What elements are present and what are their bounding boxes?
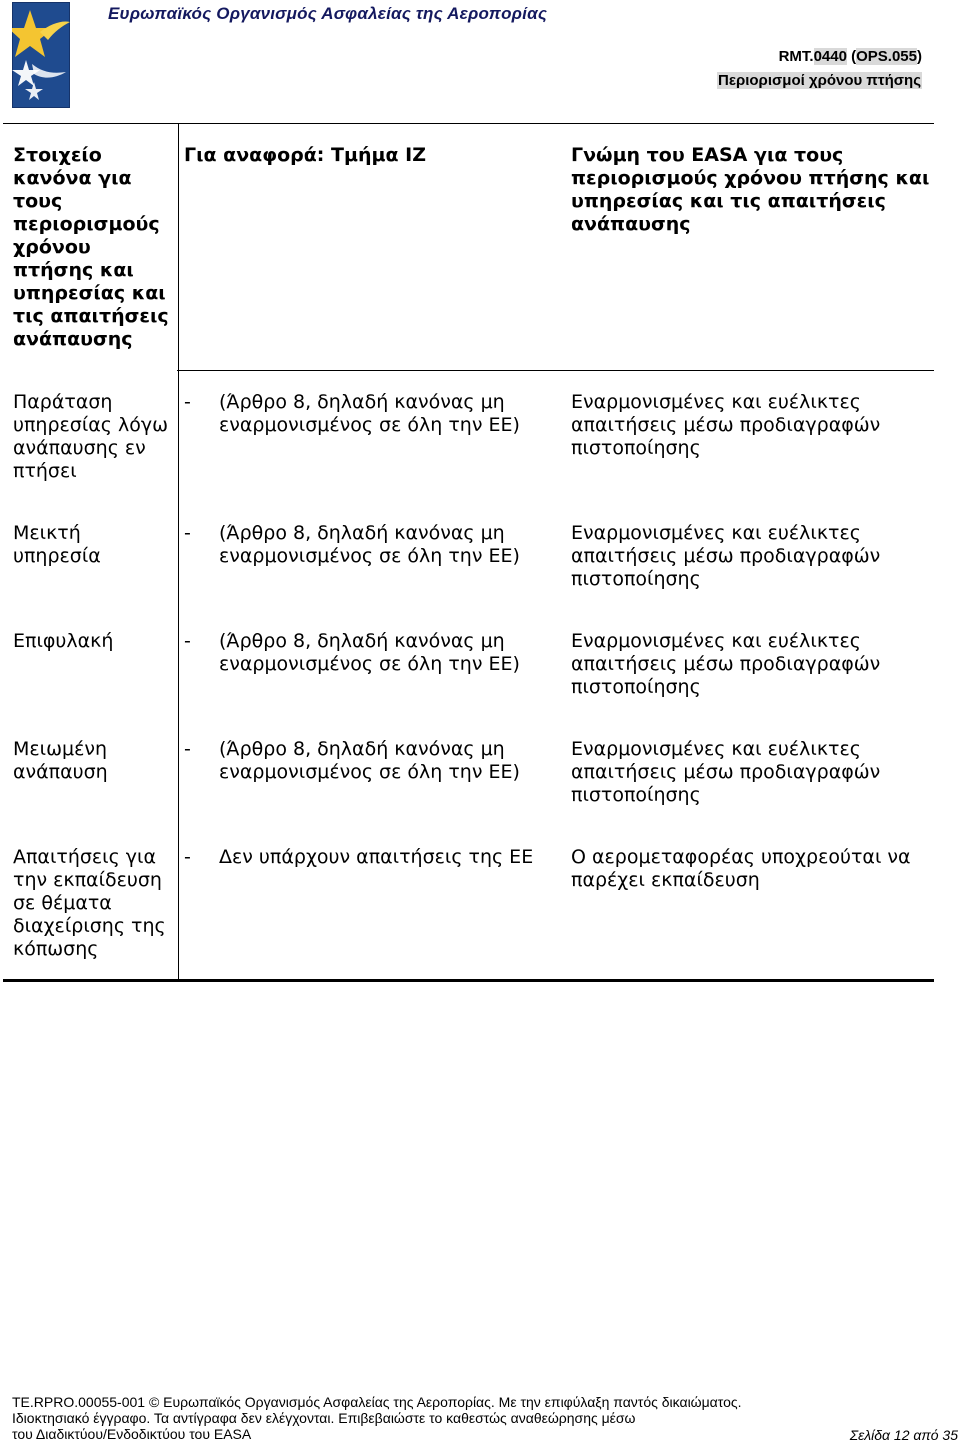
row-reference-text: (Άρθρο 8, δηλαδή κανόνας μη εναρμονισμένος σε όλη την ΕΕ) [219,391,520,436]
row-opinion: Εναρμονισμένες και ευέλικτες απαιτήσεις μέσω προδιαγραφών πιστοποίησης [571,522,881,590]
document-reference [779,48,922,65]
row-reference-text: (Άρθρο 8, δηλαδή κανόνας μη εναρμονισμένος σε όλη την ΕΕ) [219,630,520,675]
ref-number-2: 055 [891,48,917,65]
row-opinion: Εναρμονισμένες και ευέλικτες απαιτήσεις μέσω προδιαγραφών πιστοποίησης [571,391,881,459]
document-subject: Περιορισμοί χρόνου πτήσης [718,72,921,89]
header-reference: Για αναφορά: Τμήμα IZ [184,144,426,166]
row-opinion: Εναρμονισμένες και ευέλικτες απαιτήσεις μέσω προδιαγραφών πιστοποίησης [571,738,881,806]
table-bottom-rule [3,979,934,982]
ref-suffix: ) [917,48,922,65]
page-footer [12,1394,958,1442]
row-dash: - [184,846,191,868]
header-easa-opinion: Γνώμη του EASA για τους περιορισμούς χρόνου πτήσης και υπηρεσίας και τις απαιτήσεις ανάπαυσης [571,144,930,235]
row-item: Μειωμένη ανάπαυση [13,738,108,783]
page-number: Σελίδα 12 από 35 [849,1427,958,1443]
row-reference-text: (Άρθρο 8, δηλαδή κανόνας μη εναρμονισμένος σε όλη την ΕΕ) [219,738,520,783]
row-item: Απαιτήσεις για την εκπαίδευση σε θέματα διαχείρισης της κόπωσης [13,846,166,960]
ref-number: 0440 [813,48,847,65]
row-dash: - [184,630,191,652]
footer-disclaimer: Ιδιοκτησιακό έγγραφο. Τα αντίγραφα δεν ελέγχονται. Επιβεβαιώστε το καθεστώς αναθεώρησης μέσω [12,1410,636,1426]
row-dash: - [184,522,191,544]
easa-logo [12,2,70,108]
ref-ops: OPS. [856,48,892,65]
table-top-rule [3,123,934,124]
footer-disclaimer-cont: του Διαδικτύου/Ενδοδικτύου του EASA [12,1426,252,1442]
row-dash: - [184,738,191,760]
row-reference-text: Δεν υπάρχουν απαιτήσεις της ΕΕ [219,846,534,868]
header-rule [177,370,934,371]
ref-mid: ( [846,48,857,65]
row-reference-text: (Άρθρο 8, δηλαδή κανόνας μη εναρμονισμένος σε όλη την ΕΕ) [219,522,520,567]
row-opinion: Εναρμονισμένες και ευέλικτες απαιτήσεις μέσω προδιαγραφών πιστοποίησης [571,630,881,698]
row-dash: - [184,391,191,413]
row-item: Παράταση υπηρεσίας λόγω ανάπαυσης εν πτήσει [13,391,169,482]
row-item: Επιφυλακή [13,630,114,652]
ref-prefix: RMT. [778,48,814,65]
column-divider [178,124,179,980]
row-opinion: Ο αερομεταφορέας υποχρεούται να παρέχει εκπαίδευση [571,846,911,891]
organization-title: Ευρωπαϊκός Οργανισμός Ασφαλείας της Αεροπορίας [108,4,548,23]
row-item: Μεικτή υπηρεσία [13,522,101,567]
footer-copyright: TE.RPRO.00055-001 © Ευρωπαϊκός Οργανισμός Ασφαλείας της Αεροπορίας. Με την επιφύλαξη παντός δικαιώματος. [12,1394,742,1410]
header-rule-element: Στοιχείο κανόνα για τους περιορισμούς χρόνου πτήσης και υπηρεσίας και τις απαιτήσεις ανάπαυσης [13,144,169,350]
